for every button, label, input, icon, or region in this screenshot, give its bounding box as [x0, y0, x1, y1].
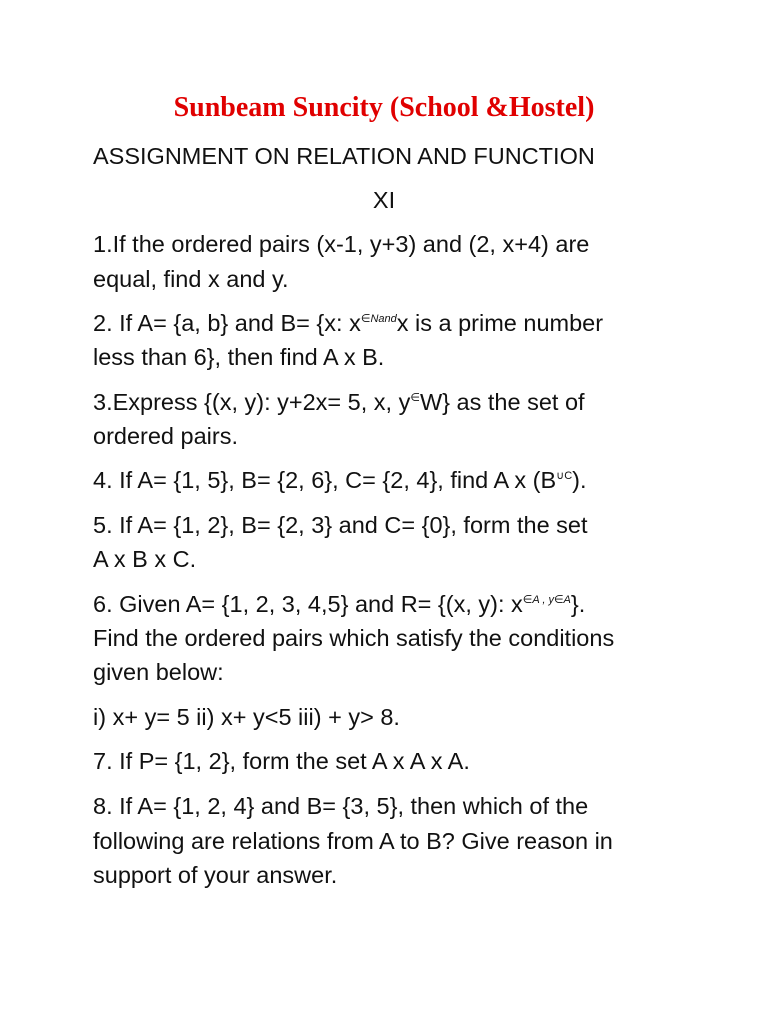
question-2-superscript: Nand	[370, 313, 397, 325]
question-1-line-2: equal, find x and y.	[93, 266, 289, 292]
question-1-line-1: 1.If the ordered pairs (x-1, y+3) and (2, x+4) are	[93, 231, 590, 257]
assignment-title: ASSIGNMENT ON RELATION AND FUNCTION	[93, 143, 595, 169]
question-6-text-b: }.	[570, 591, 586, 617]
question-3-text-b: W} as the set of	[419, 389, 585, 415]
element-of-symbol: ∈	[360, 313, 371, 325]
question-3-text-a: 3.Express {(x, y): y+2x= 5, x, y	[93, 389, 411, 415]
question-7-line-1: 7. If P= {1, 2}, form the set A x A x A.	[93, 748, 470, 774]
question-4-text-b: ).	[572, 467, 587, 493]
question-4-text-a: 4. If A= {1, 5}, B= {2, 6}, C= {2, 4}, find A x (B	[93, 467, 557, 493]
question-6-line-2: Find the ordered pairs which satisfy the conditions	[93, 625, 615, 651]
question-2-line-2: less than 6}, then find A x B.	[93, 344, 385, 370]
question-2-text-a: 2. If A= {a, b} and B= {x: x	[93, 310, 361, 336]
question-8-line-1: 8. If A= {1, 2, 4} and B= {3, 5}, then which of the	[93, 793, 589, 819]
element-of-symbol: ∈	[410, 392, 420, 404]
question-6-superscript: ∈A , y∈A	[522, 594, 571, 606]
question-5-line-2: A x B x C.	[93, 546, 197, 572]
question-8-line-2: following are relations from A to B? Give reason in	[93, 828, 613, 854]
question-5-line-1: 5. If A= {1, 2}, B= {2, 3} and C= {0}, form the set	[93, 512, 588, 538]
school-title: Sunbeam Suncity (School &Hostel)	[173, 92, 595, 123]
class-label: XI	[372, 187, 396, 213]
question-2-text-b: x is a prime number	[396, 310, 604, 336]
question-6-line-3: given below:	[93, 659, 224, 685]
question-4-line-1	[93, 463, 587, 502]
question-6-subparts: i) x+ y= 5 ii) x+ y<5 iii) + y> 8.	[93, 704, 400, 730]
question-4-superscript: ∪C	[556, 470, 573, 482]
question-6-text-a: 6. Given A= {1, 2, 3, 4,5} and R= {(x, y): x	[93, 591, 523, 617]
question-8-line-3: support of your answer.	[93, 862, 338, 888]
question-3-line-2: ordered pairs.	[93, 423, 238, 449]
